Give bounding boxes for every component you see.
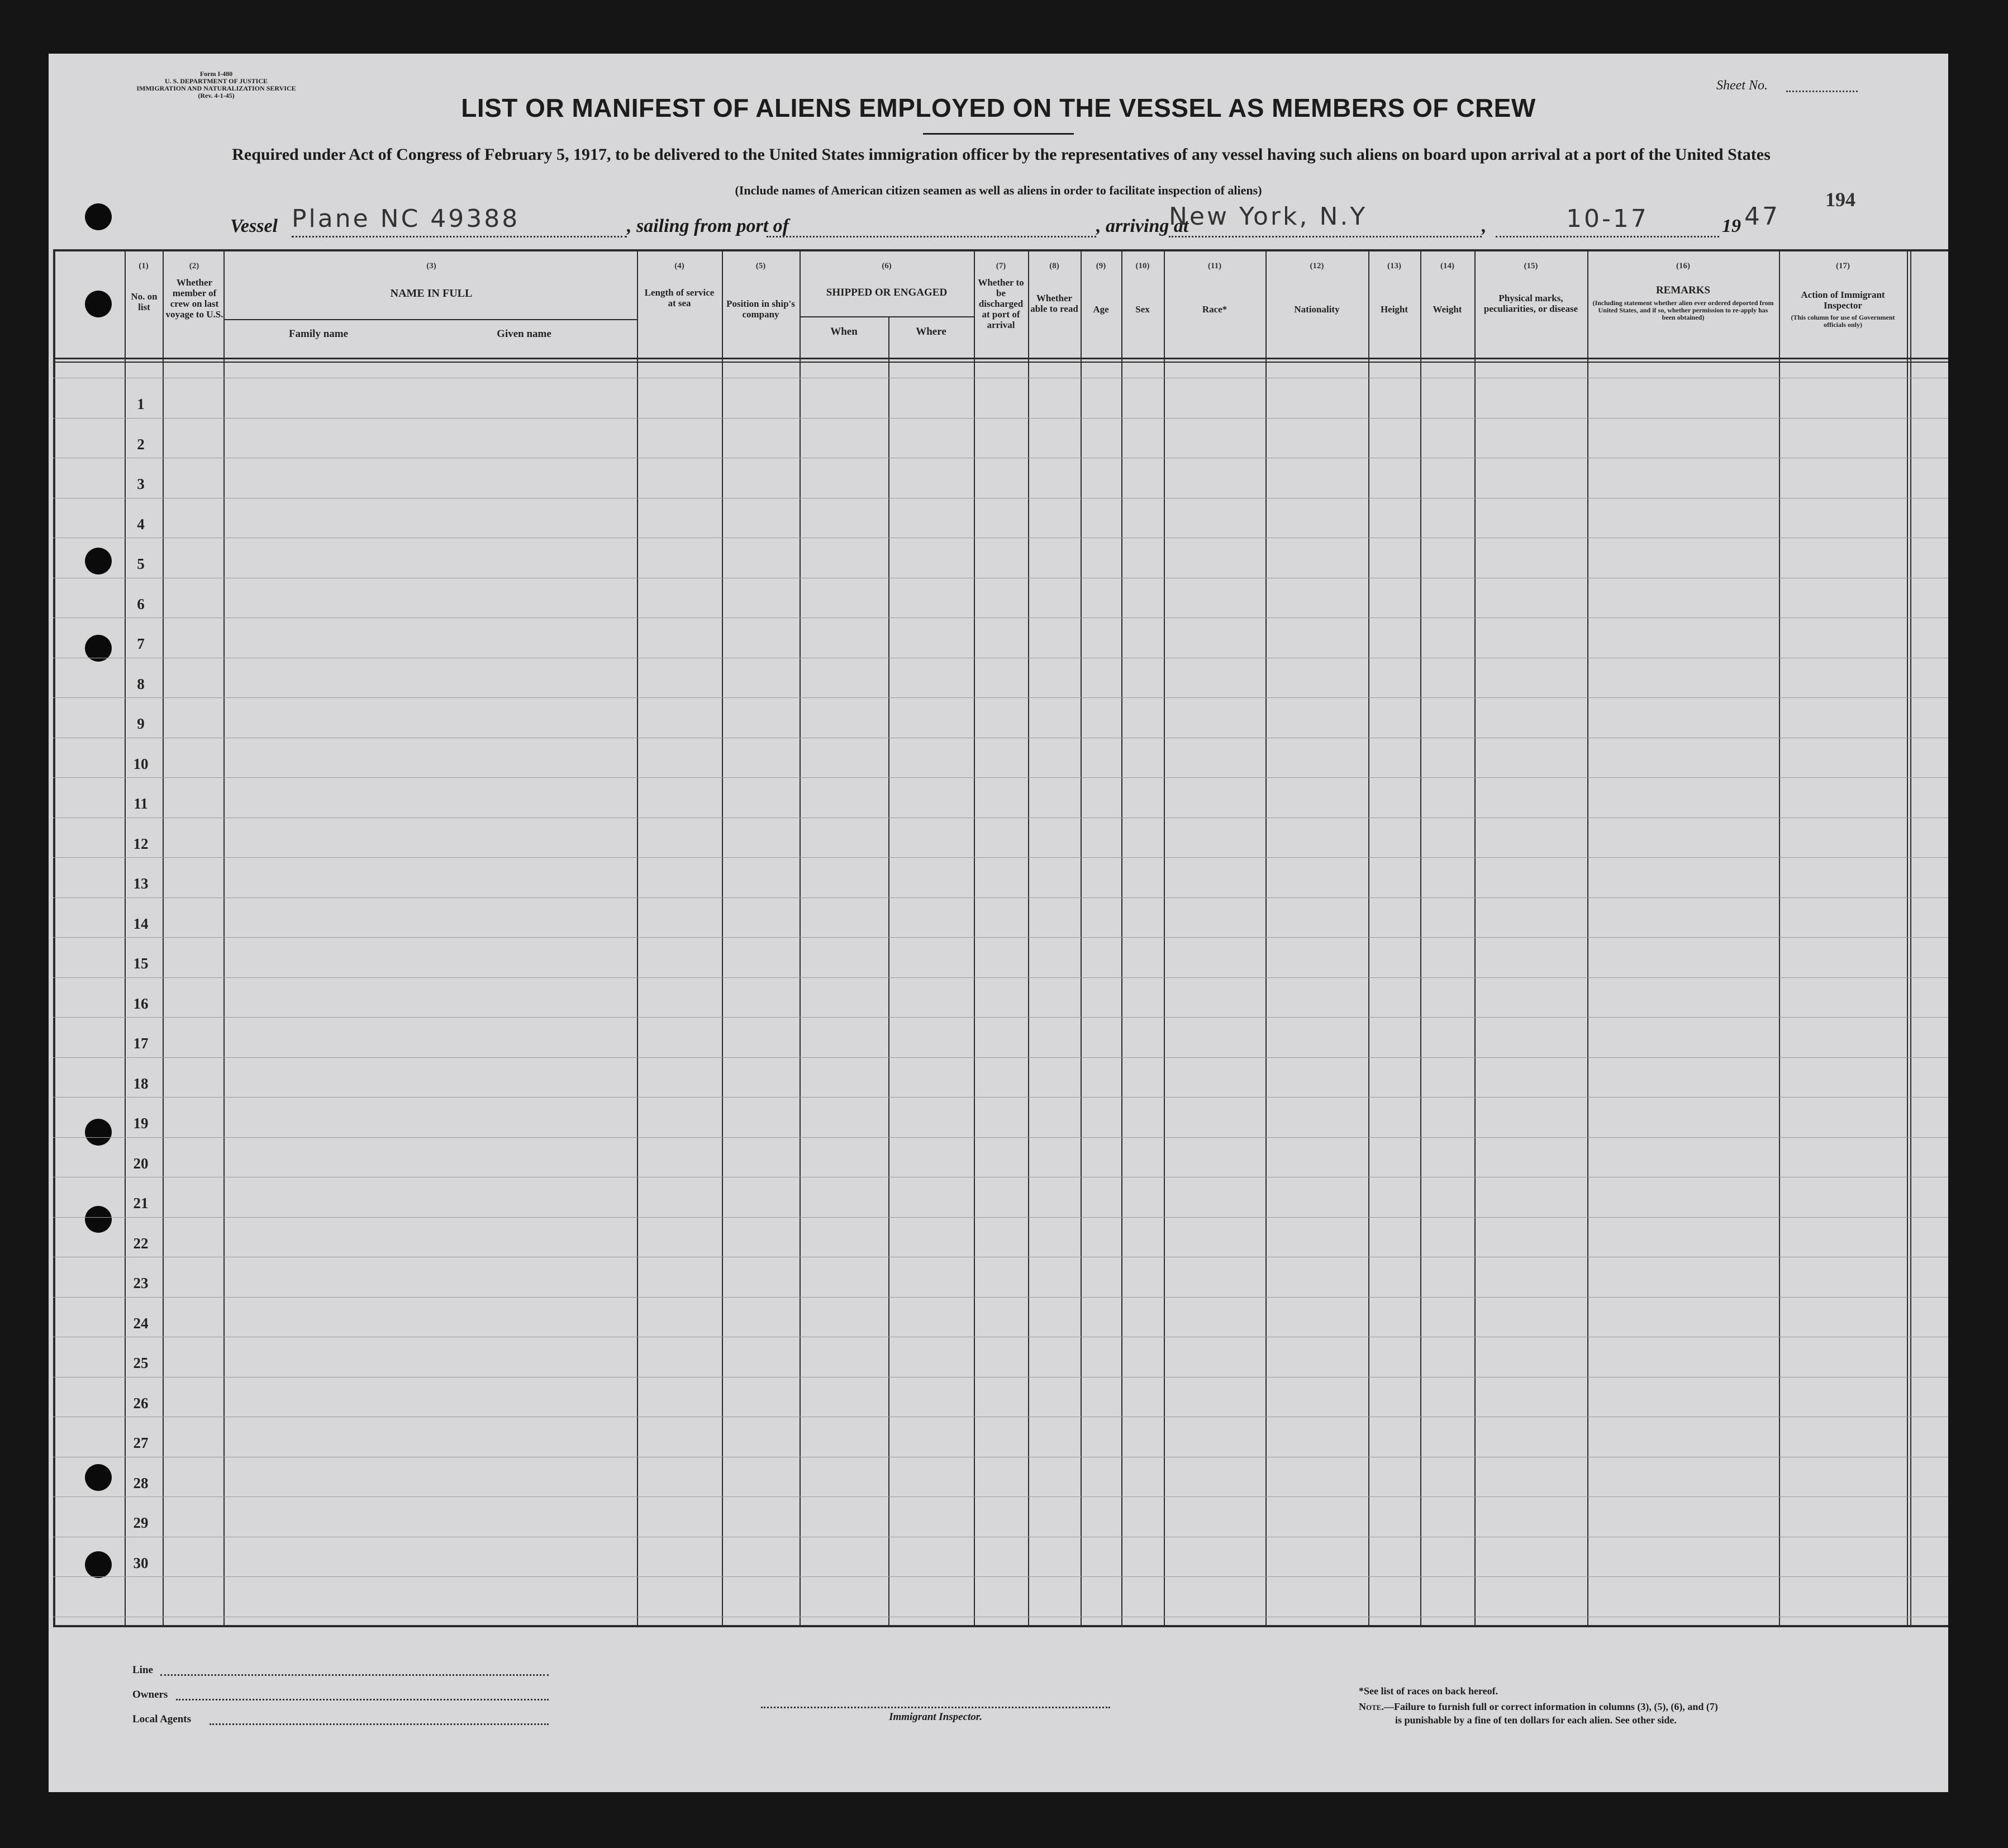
vessel-value[interactable]: Plane NC 49388 <box>292 205 520 233</box>
arriving-label: , arriving at <box>1096 216 1189 236</box>
note-text: —Failure to furnish full or correct information in columns (3), (5), (6), and (7) <box>1383 1701 1718 1712</box>
page-title: LIST OR MANIFEST OF ALIENS EMPLOYED ON THE VESSEL AS MEMBERS OF CREW <box>461 93 1536 122</box>
row-number: 26 <box>133 1395 149 1412</box>
row-number: 21 <box>133 1195 149 1212</box>
col15-num: (15) <box>1524 262 1538 270</box>
row-number: 13 <box>133 875 149 892</box>
page-number: 194 <box>1825 188 1855 211</box>
punch-hole <box>85 1464 112 1491</box>
row-number: 10 <box>133 756 149 772</box>
col1-num: (1) <box>139 262 149 270</box>
service-name: IMMIGRATION AND NATURALIZATION SERVICE <box>136 84 296 92</box>
column-divider <box>888 317 889 1625</box>
col11-num: (11) <box>1207 262 1222 270</box>
row-number: 14 <box>133 915 149 932</box>
date-field-line <box>1496 236 1719 237</box>
vessel-field-line <box>292 236 627 237</box>
manifest-sheet <box>49 54 1948 1792</box>
row-number: 29 <box>133 1514 149 1531</box>
punch-hole <box>85 203 112 230</box>
col8-num: (8) <box>1049 262 1059 270</box>
col5-header: Position in ship's company <box>726 298 795 320</box>
row-rule <box>53 1057 1948 1058</box>
col12-num: (12) <box>1310 262 1324 270</box>
year-prefix: 19 <box>1722 216 1741 236</box>
sailing-field-line <box>767 236 1096 237</box>
where-header: Where <box>916 326 946 338</box>
line-field[interactable] <box>160 1674 549 1676</box>
arriving-field-line <box>1169 236 1482 237</box>
row-number: 7 <box>137 635 145 652</box>
row-number: 11 <box>134 795 148 812</box>
inspector-label: Immigrant Inspector. <box>889 1711 982 1723</box>
col4-header: Length of service at sea <box>644 287 715 308</box>
col13-num: (13) <box>1387 262 1401 270</box>
punch-hole <box>85 548 112 574</box>
col13-header: Height <box>1380 304 1409 315</box>
table-top-rule <box>53 249 1948 251</box>
row-rule <box>53 937 1948 938</box>
col16-num: (16) <box>1676 262 1690 270</box>
row-rule <box>53 1576 1948 1577</box>
form-revision: (Rev. 4-1-45) <box>198 92 235 99</box>
header-bottom-rule <box>53 358 1948 359</box>
col9-num: (9) <box>1096 262 1106 270</box>
races-note: *See list of races on back hereof. <box>1359 1685 1498 1697</box>
col17-header: Action of Immigrant Inspector <box>1801 289 1885 311</box>
note-line-2: is punishable by a fine of ten dollars for each alien. See other side. <box>1395 1714 1677 1726</box>
col17-note: (This column for use of Government officials only) <box>1791 313 1895 329</box>
row-number: 15 <box>133 955 149 972</box>
date-value[interactable]: 10-17 <box>1566 205 1649 233</box>
sheet-no-field[interactable] <box>1786 91 1858 92</box>
punch-hole <box>85 1551 112 1578</box>
row-rule <box>53 1297 1948 1298</box>
col12-header: Nationality <box>1294 304 1340 315</box>
row-number: 17 <box>133 1035 149 1052</box>
punch-hole <box>85 291 112 317</box>
col7-header: Whether to be discharged at port of arrival <box>978 277 1024 330</box>
row-rule <box>53 617 1948 618</box>
col3-num: (3) <box>426 262 436 270</box>
table-bottom-rule <box>53 1625 1948 1627</box>
year-value[interactable]: 47 <box>1744 202 1780 231</box>
inspector-signature-line[interactable] <box>761 1707 1110 1708</box>
row-number: 23 <box>133 1275 149 1291</box>
row-number: 24 <box>133 1315 149 1332</box>
row-rule <box>53 1017 1948 1018</box>
row-rule <box>53 1137 1948 1138</box>
col2-num: (2) <box>189 262 199 270</box>
given-name-header: Given name <box>497 328 551 340</box>
row-number: 28 <box>133 1475 149 1491</box>
col11-header: Race* <box>1202 304 1227 315</box>
family-name-header: Family name <box>288 328 349 340</box>
row-rule <box>53 857 1948 858</box>
col9-header: Age <box>1093 304 1109 315</box>
col14-header: Weight <box>1433 304 1462 315</box>
row-rule <box>53 418 1948 419</box>
arriving-value[interactable]: New York, N.Y <box>1169 202 1368 231</box>
col10-header: Sex <box>1135 304 1150 315</box>
line-label: Line <box>132 1664 153 1676</box>
comma: , <box>1482 216 1487 236</box>
row-rule <box>53 1217 1948 1218</box>
col16-header: REMARKS <box>1655 284 1711 296</box>
row-number: 27 <box>133 1434 149 1451</box>
required-statement: Required under Act of Congress of February 5, 1917, to be delivered to the United States immigration officer by the representatives of any vessel having such aliens on board upon arrival at a port of the United States <box>232 145 1771 164</box>
row-number: 25 <box>133 1355 149 1371</box>
col15-header: Physical marks, peculiarities, or disease <box>1483 293 1578 314</box>
form-number: Form I-480 <box>199 70 233 78</box>
row-number: 8 <box>137 676 145 692</box>
row-number: 2 <box>137 436 145 453</box>
col5-num: (5) <box>755 262 766 270</box>
note-label: Note. <box>1359 1701 1384 1712</box>
row-number: 16 <box>133 995 149 1012</box>
header-bottom-rule-2 <box>53 362 1948 363</box>
row-number: 18 <box>133 1075 149 1092</box>
col8-header: Whether able to read <box>1030 293 1078 314</box>
col10-num: (10) <box>1135 262 1150 270</box>
local-agents-field[interactable] <box>210 1723 549 1725</box>
row-rule <box>53 777 1948 778</box>
name-subheader-rule <box>223 319 637 320</box>
department-name: U. S. DEPARTMENT OF JUSTICE <box>164 77 268 85</box>
row-number: 4 <box>137 516 145 533</box>
row-rule <box>53 697 1948 698</box>
shipped-subheader-rule <box>800 316 974 317</box>
sheet-no-label: Sheet No. <box>1716 78 1768 93</box>
row-number: 3 <box>137 476 145 492</box>
col17-num: (17) <box>1836 262 1850 270</box>
owners-field[interactable] <box>176 1699 549 1700</box>
row-number: 30 <box>133 1555 149 1571</box>
row-number: 6 <box>137 596 145 612</box>
row-number: 1 <box>137 396 145 412</box>
punch-hole <box>85 1119 112 1146</box>
col3-header: NAME IN FULL <box>390 287 473 300</box>
col6-header: SHIPPED OR ENGAGED <box>826 287 948 298</box>
row-rule <box>53 897 1948 898</box>
title-underline <box>923 133 1074 135</box>
row-rule <box>53 1097 1948 1098</box>
row-number: 20 <box>133 1155 149 1172</box>
when-header: When <box>830 326 858 338</box>
vessel-label: Vessel <box>230 216 278 236</box>
col4-num: (4) <box>674 262 684 270</box>
col14-num: (14) <box>1440 262 1454 270</box>
col6-num: (6) <box>882 262 892 270</box>
row-number: 12 <box>133 835 149 852</box>
sailing-label: , sailing from port of <box>627 216 789 236</box>
col16-note: (Including statement whether alien ever ordered deported from United States, and if so, whether permission to re-apply has been obtained) <box>1592 299 1774 321</box>
local-agents-label: Local Agents <box>132 1713 192 1725</box>
owners-label: Owners <box>132 1689 168 1700</box>
include-note: (Include names of American citizen seamen as well as aliens in order to facilitate inspection of aliens) <box>735 183 1262 197</box>
col2-header: Whether member of crew on last voyage to U.S. <box>165 277 223 320</box>
note-line-1 <box>1359 1701 1718 1713</box>
punch-hole <box>85 1206 112 1233</box>
row-number: 19 <box>133 1115 149 1132</box>
row-rule <box>53 977 1948 978</box>
row-number: 22 <box>133 1235 149 1252</box>
col7-num: (7) <box>996 262 1006 270</box>
row-number: 5 <box>137 555 145 572</box>
col1-header: No. on list <box>131 291 158 312</box>
row-number: 9 <box>137 715 145 732</box>
